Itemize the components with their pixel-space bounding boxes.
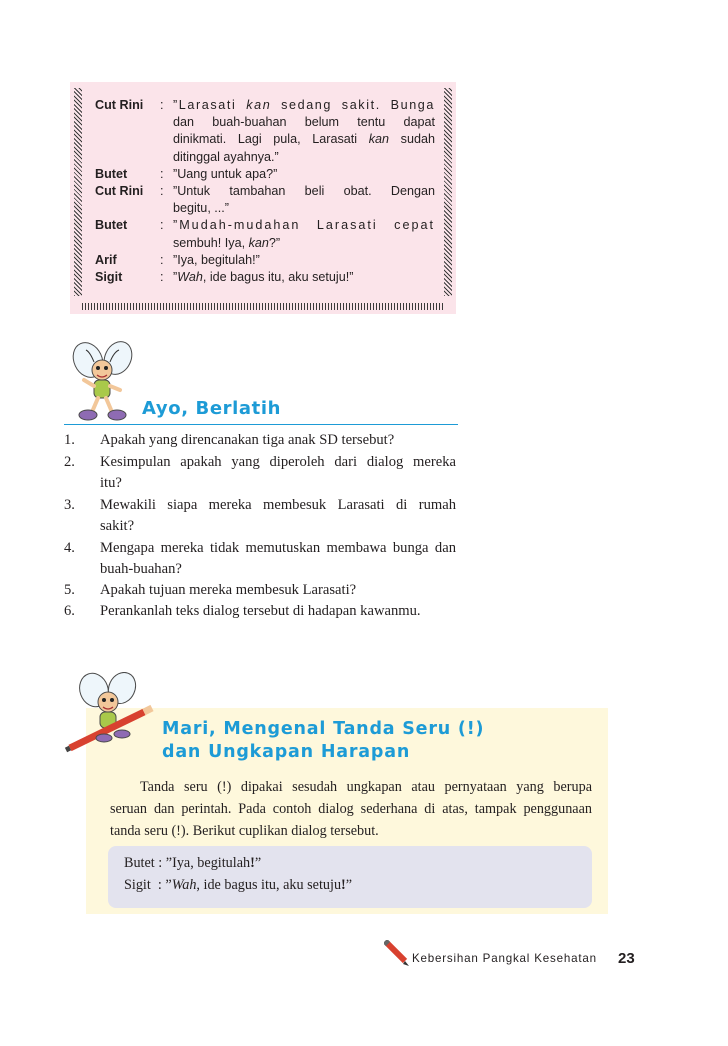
colon: : — [160, 98, 164, 112]
list-text: Apakah tujuan mereka membesuk Larasati? — [100, 582, 357, 598]
exclamation-mark: ! — [341, 877, 346, 893]
speaker-label: Butet — [124, 855, 155, 871]
fly-mascot-icon — [64, 340, 142, 422]
speaker-label: Butet — [95, 218, 128, 233]
speaker-label: Sigit — [95, 270, 123, 284]
list-number: 1. — [64, 432, 75, 448]
colon: : — [158, 855, 163, 871]
list-number: 2. — [64, 454, 75, 470]
hatch-border-right — [444, 88, 452, 296]
list-text: sakit? — [100, 518, 135, 534]
list-number: 3. — [64, 497, 75, 513]
dialog-line: sembuh! Iya, kan?” — [173, 235, 281, 250]
dialog-line: ditinggal ayahnya.” — [173, 149, 279, 164]
section-heading-line: dan Ungkapan Harapan — [162, 742, 411, 762]
speaker-label: Cut Rini — [95, 184, 144, 198]
paragraph-line: tanda seru (!). Berikut cuplikan dialog tersebut. — [110, 823, 379, 839]
colon: : — [160, 166, 164, 181]
opening-quote: ” — [165, 877, 172, 893]
colon: : — [160, 184, 164, 198]
footer-title: Kebersihan Pangkal Kesehatan — [412, 952, 597, 965]
list-text: Mengapa mereka tidak memutuskan membawa bunga dan — [100, 540, 456, 556]
speaker-label: Sigit — [124, 877, 151, 893]
dialog-line: ”Uang untuk apa?” — [173, 166, 278, 181]
list-number: 6. — [64, 603, 75, 619]
list-text: Mewakili siapa mereka membesuk Larasati di rumah — [100, 497, 456, 513]
pencil-icon — [384, 940, 410, 968]
list-text: Apakah yang direncanakan tiga anak SD tersebut? — [100, 432, 395, 448]
fly-pencil-mascot-icon — [64, 672, 156, 754]
dialog-line: ”Iya, begitulah!” — [173, 252, 260, 267]
paragraph-line: seruan dan perintah. Pada contoh dialog sederhana di atas, tampak penggunaan — [110, 801, 592, 817]
excerpt-line — [124, 874, 352, 896]
page-number: 23 — [618, 950, 635, 967]
dialog-line: dan buah-buahan belum tentu dapat — [173, 115, 435, 130]
exclamation-mark: ! — [250, 855, 255, 871]
closing-quote: ” — [254, 855, 262, 871]
paragraph-line: Tanda seru (!) dipakai sesudah ungkapan atau pernyataan yang berupa — [140, 779, 592, 795]
list-text: itu? — [100, 475, 122, 491]
section-heading: Ayo, Berlatih — [142, 398, 282, 419]
colon: : — [160, 270, 164, 284]
excerpt-text: , ide bagus itu, aku setuju — [196, 877, 342, 893]
list-number: 5. — [64, 582, 75, 598]
list-text: buah-buahan? — [100, 561, 182, 577]
italic-word: Wah — [171, 877, 197, 893]
heading-rule — [64, 424, 458, 425]
section-heading-line: Mari, Mengenal Tanda Seru (!) — [162, 719, 485, 739]
speaker-label: Cut Rini — [95, 98, 144, 112]
list-text: Kesimpulan apakah yang diperoleh dari dialog mereka — [100, 454, 456, 470]
speaker-label: Butet — [95, 166, 128, 181]
list-text: Perankanlah teks dialog tersebut di hadapan kawanmu. — [100, 603, 421, 619]
list-number: 4. — [64, 540, 75, 556]
dialog-line: ”Larasati kan sedang sakit. Bunga — [173, 98, 436, 112]
colon: : — [160, 218, 164, 233]
excerpt-line — [124, 852, 261, 874]
dialog-line: dinikmati. Lagi pula, Larasati kan sudah — [173, 132, 435, 147]
dialog-line: ”Wah, ide bagus itu, aku setuju!” — [173, 270, 354, 284]
dialog-line: ”Untuk tambahan beli obat. Dengan — [173, 184, 435, 198]
hatch-border-bottom — [82, 303, 444, 310]
dialog-line: begitu, ...” — [173, 201, 230, 216]
excerpt-text: ”Iya, begitulah — [165, 855, 251, 871]
colon: : — [160, 252, 164, 267]
speaker-label: Arif — [95, 252, 117, 267]
hatch-border-left — [74, 88, 82, 296]
colon: : — [157, 877, 162, 893]
dialog-line: ”Mudah-mudahan Larasati cepat — [173, 218, 435, 233]
closing-quote: ” — [345, 877, 353, 893]
